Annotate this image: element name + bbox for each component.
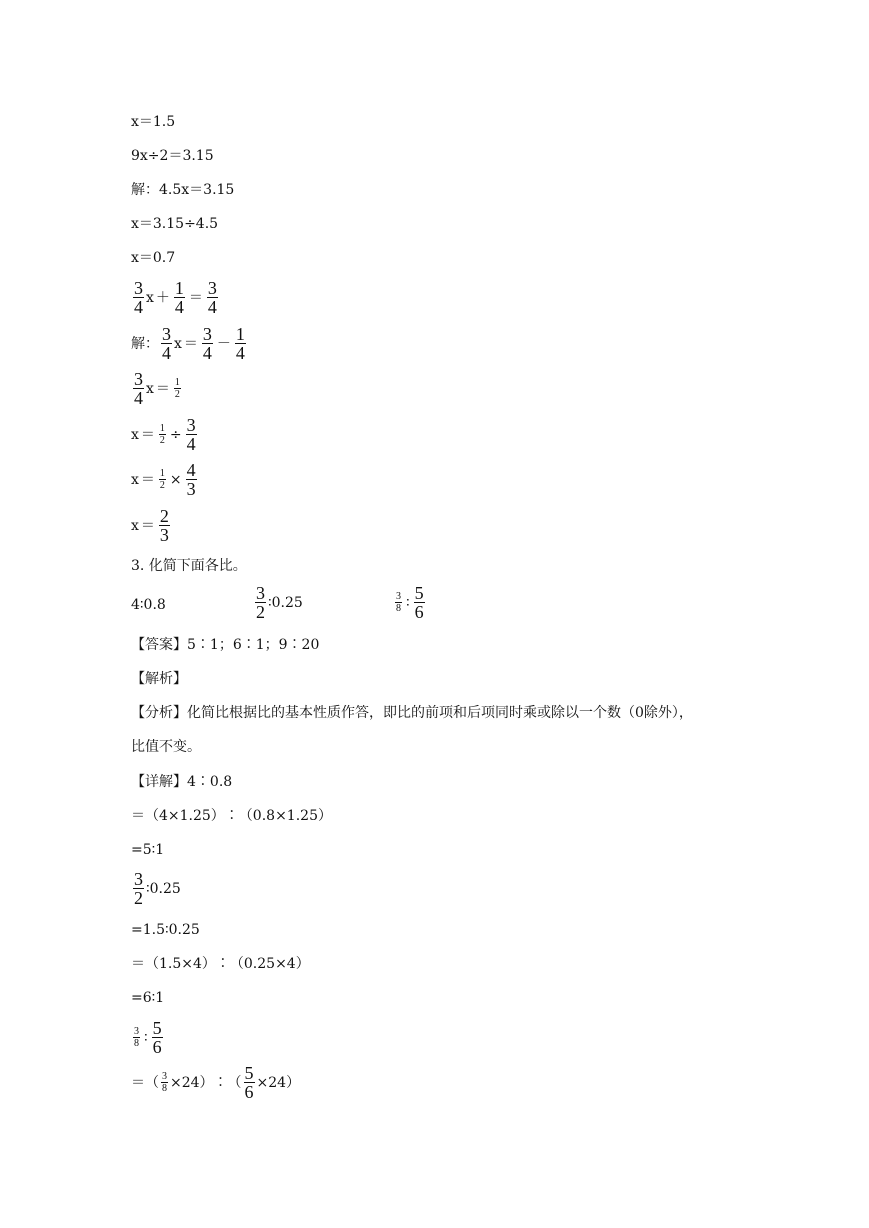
fraction: $\frac{3}{8}$ xyxy=(134,1026,139,1049)
variable: x xyxy=(131,471,139,488)
analysis-line-1: 【分析】化简比根据比的基本性质作答，即比的前项和后项同时乘或除以一个数（0除外）， xyxy=(131,705,693,721)
fraction: $\frac{1}{4}$ xyxy=(174,278,184,317)
detail-line-6: ＝（1.5×4）∶（0.25×4） xyxy=(131,956,310,972)
operator: ＝ xyxy=(140,471,155,488)
operator: ＝ xyxy=(155,380,170,397)
fraction: $\frac{3}{2}$ xyxy=(256,583,265,622)
fraction: $\frac{3}{4}$ xyxy=(202,324,212,363)
fraction: $\frac{3}{8}$ xyxy=(162,1071,167,1094)
variable: x xyxy=(146,289,154,306)
detail-line-2: ＝（4×1.25）∶（0.8×1.25） xyxy=(131,808,332,824)
fraction: $\frac{1}{2}$ xyxy=(159,468,165,491)
detail-line-7: =6∶1 xyxy=(131,990,165,1006)
variable: x xyxy=(146,380,154,397)
operator: ∶ xyxy=(144,1029,148,1046)
variable: x xyxy=(131,517,139,534)
fraction: $\frac{5}{6}$ xyxy=(152,1018,162,1057)
variable: x xyxy=(174,335,182,352)
detail-line-3: =5∶1 xyxy=(131,842,165,858)
detail-line-5: =1.5∶0.25 xyxy=(131,922,200,938)
line-x-times-fraction xyxy=(131,461,199,498)
operator: ＋ xyxy=(155,289,170,306)
line-equation-9x: 9x÷2＝3.15 xyxy=(131,148,214,164)
line-solve-4-5x: 解：4.5x＝3.15 xyxy=(131,182,235,198)
ratio-4-0-8: 4∶0.8 xyxy=(131,597,166,613)
operator: ＝ xyxy=(188,289,203,306)
fraction: $\frac{5}{6}$ xyxy=(414,583,424,622)
fraction: $\frac{2}{3}$ xyxy=(159,506,169,545)
line-fraction-solve xyxy=(131,325,248,362)
times-24-close: ×24）∶（ xyxy=(170,1074,242,1091)
fraction: $\frac{3}{4}$ xyxy=(207,278,217,317)
line-fraction-step xyxy=(131,370,183,407)
line-x-division: x＝3.15÷4.5 xyxy=(131,216,219,232)
operator: ∶ xyxy=(406,594,410,611)
times-24-end: ×24） xyxy=(256,1074,301,1091)
fraction: $\frac{3}{4}$ xyxy=(134,369,143,408)
detail-line-8 xyxy=(131,1019,165,1056)
fraction: $\frac{3}{8}$ xyxy=(396,591,401,614)
question-3-title: 3. 化简下面各比。 xyxy=(131,558,247,574)
fraction: $\frac{3}{2}$ xyxy=(134,869,143,908)
jiexi-heading: 【解析】 xyxy=(131,671,187,687)
ratio-rest: ∶0.25 xyxy=(146,880,181,897)
fraction: $\frac{4}{3}$ xyxy=(186,460,196,499)
answer-line: 【答案】5∶1；6∶1；9∶20 xyxy=(131,637,320,653)
fraction: $\frac{1}{2}$ xyxy=(174,377,180,400)
line-x-eq-0-7: x＝0.7 xyxy=(131,250,176,266)
operator: ÷ xyxy=(169,426,182,443)
detail-line-9 xyxy=(131,1064,300,1101)
operator: ＝ xyxy=(140,517,155,534)
line-x-eq-1-5: x＝1.5 xyxy=(131,114,176,130)
ratio-rest: ∶0.25 xyxy=(268,594,303,611)
solve-label: 解： xyxy=(131,335,159,352)
operator: － xyxy=(216,335,231,352)
fraction: $\frac{5}{6}$ xyxy=(244,1063,254,1102)
fraction: $\frac{1}{2}$ xyxy=(159,423,165,446)
fraction: $\frac{3}{4}$ xyxy=(186,415,196,454)
detail-line-1: 【详解】4∶0.8 xyxy=(131,774,233,790)
variable: x xyxy=(131,426,139,443)
operator: ＝ xyxy=(183,335,198,352)
line-x-result xyxy=(131,507,172,544)
equals-open: ＝（ xyxy=(131,1074,159,1091)
operator: × xyxy=(169,471,182,488)
ratio-3-2-0-25 xyxy=(253,584,303,621)
analysis-line-2: 比值不变。 xyxy=(131,739,201,755)
fraction: $\frac{3}{4}$ xyxy=(134,278,143,317)
operator: ＝ xyxy=(140,426,155,443)
fraction: $\frac{1}{4}$ xyxy=(235,324,245,363)
fraction: $\frac{3}{4}$ xyxy=(162,324,171,363)
detail-line-4 xyxy=(131,870,181,907)
line-x-div-fraction xyxy=(131,416,199,453)
ratio-3-8-5-6 xyxy=(393,584,427,621)
line-fraction-equation xyxy=(131,279,220,316)
